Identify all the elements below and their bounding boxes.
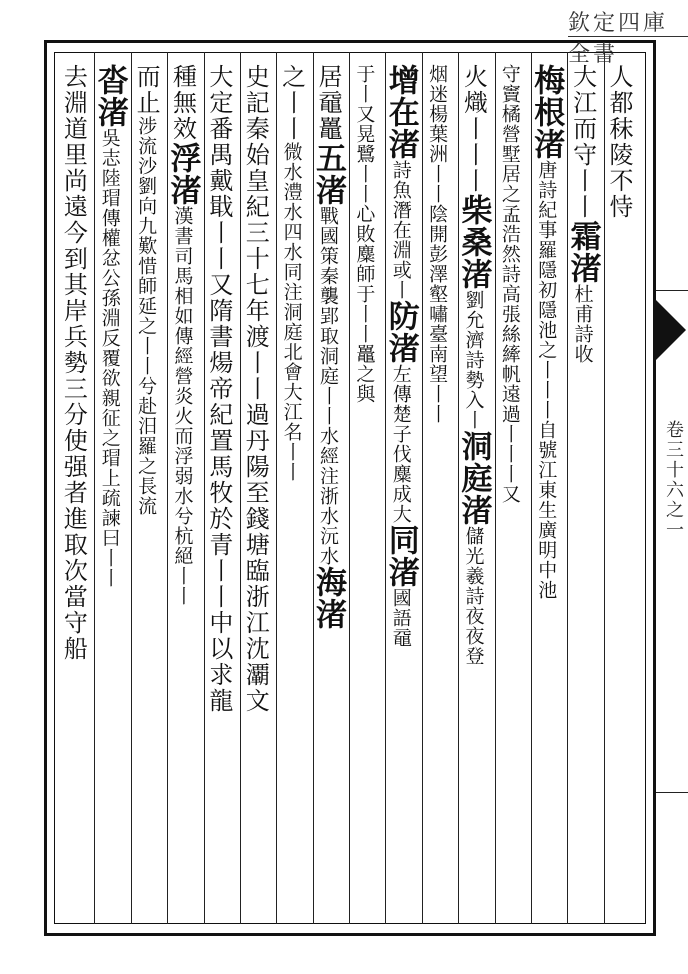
text-column bbox=[206, 64, 238, 914]
body-text: 人都秣陵不恃 bbox=[605, 64, 633, 220]
commentary-text: 丨丨陰開彭澤壑 bbox=[426, 164, 449, 304]
commentary-text: 左傳楚子伐麋成大 bbox=[389, 364, 412, 524]
column-rule bbox=[495, 52, 496, 924]
commentary-text: 烟迷楊葉洲 bbox=[426, 64, 449, 164]
column-rule bbox=[240, 52, 241, 924]
commentary-text: 吳志陸瑁傳權忿公孫淵反覆欲親征之瑁上疏諫曰丨丨 bbox=[98, 128, 121, 588]
text-column bbox=[310, 64, 347, 914]
column-rule bbox=[349, 52, 350, 924]
column-rule bbox=[567, 52, 568, 924]
text-column bbox=[133, 64, 165, 914]
entry-heading: 柴桑渚 bbox=[455, 194, 492, 290]
commentary-text: 微水澧水四水同注洞庭北會大江名丨丨 bbox=[280, 142, 303, 482]
margin-tick-upper bbox=[656, 290, 688, 291]
column-rule bbox=[204, 52, 205, 924]
commentary-text: 漢書司馬相如傳經營炎火而浮弱水兮杭絕丨丨 bbox=[171, 206, 194, 606]
commentary-text: 心敗麋師于丨丨 bbox=[353, 204, 376, 344]
text-column bbox=[91, 64, 128, 914]
commentary-text: 劉允濟詩勢入丨 bbox=[462, 290, 485, 430]
column-rule bbox=[276, 52, 277, 924]
column-rule bbox=[385, 52, 386, 924]
body-text: 居黿鼉 bbox=[314, 64, 342, 142]
volume-label bbox=[660, 420, 686, 540]
text-column bbox=[164, 64, 201, 914]
commentary-text: 儲光羲詩夜夜登 bbox=[462, 526, 485, 666]
body-text: 去淵道里尚遠今到其岸兵勢三分使强者進取次當守船 bbox=[59, 64, 88, 662]
volume-label-text: 卷三十六之一 bbox=[663, 420, 684, 540]
entry-heading: 浮渚 bbox=[164, 142, 201, 206]
body-text: 種無效 bbox=[168, 64, 197, 142]
text-column bbox=[564, 64, 601, 914]
text-column bbox=[351, 64, 383, 914]
entry-heading: 同渚 bbox=[382, 524, 419, 588]
body-text: 火熾丨丨丨 bbox=[459, 64, 488, 194]
margin-header-text: 欽定四庫全書 bbox=[568, 11, 669, 67]
text-column bbox=[424, 64, 456, 914]
entry-heading: 洞庭渚 bbox=[455, 430, 492, 526]
column-rule bbox=[167, 52, 168, 924]
entry-heading: 沓渚 bbox=[91, 64, 128, 128]
commentary-text: 戰國策秦襲郢取洞庭丨丨水經注浙水沅水 bbox=[317, 206, 339, 566]
fish-tail-mark bbox=[656, 300, 686, 360]
text-column bbox=[606, 64, 638, 914]
body-text: 大江而守丨丨 bbox=[568, 64, 597, 220]
margin-tick-lower bbox=[656, 792, 688, 793]
margin-header bbox=[568, 6, 688, 67]
entry-heading: 五渚 bbox=[310, 142, 346, 206]
text-column bbox=[278, 64, 310, 914]
body-text: 大定番禺戴戢丨丨又隋書煬帝紀置馬牧於青丨丨中以求龍 bbox=[204, 64, 233, 714]
body-text: 而止 bbox=[132, 64, 161, 116]
text-column bbox=[242, 64, 274, 914]
entry-heading: 霜渚 bbox=[564, 220, 601, 284]
entry-heading: 防渚 bbox=[382, 300, 419, 364]
column-rule bbox=[531, 52, 532, 924]
column-rule bbox=[313, 52, 314, 924]
body-text: 之丨丨 bbox=[277, 64, 306, 142]
entry-heading: 梅根渚 bbox=[528, 64, 565, 160]
commentary-text: 于丨又晃鷺丨丨 bbox=[353, 64, 376, 204]
text-column bbox=[528, 64, 565, 914]
text-column bbox=[497, 64, 529, 914]
column-rule bbox=[422, 52, 423, 924]
commentary-text: 國語黿 bbox=[389, 588, 412, 648]
commentary-text: 杜甫詩收 bbox=[571, 284, 594, 364]
column-rule bbox=[458, 52, 459, 924]
entry-heading: 海渚 bbox=[310, 566, 346, 630]
commentary-text: 守竇橘營墅居之孟浩然詩高張絲縴帆遠過丨丨丨又 bbox=[498, 64, 521, 504]
column-rule bbox=[94, 52, 95, 924]
commentary-text: 嘯臺南望丨丨 bbox=[426, 304, 449, 424]
column-rule bbox=[604, 52, 605, 924]
commentary-text: 詩魚潛在淵或丨 bbox=[389, 160, 412, 300]
commentary-text: 鼉之與 bbox=[353, 344, 376, 404]
commentary-text: 唐詩紀事羅隱初隱池之丨丨丨自號江東生廣明中池 bbox=[535, 160, 558, 600]
entry-heading: 增在渚 bbox=[382, 64, 419, 160]
body-text: 史記秦始皇紀三十七年渡丨丨過丹陽至錢塘臨浙江沈㶚文 bbox=[241, 64, 270, 714]
commentary-text: 涉流沙劉向九歎惜師延之丨丨兮赴汨羅之長流 bbox=[135, 116, 158, 516]
text-column bbox=[455, 64, 492, 914]
column-rule bbox=[131, 52, 132, 924]
text-column bbox=[382, 64, 419, 914]
text-column bbox=[60, 64, 92, 914]
